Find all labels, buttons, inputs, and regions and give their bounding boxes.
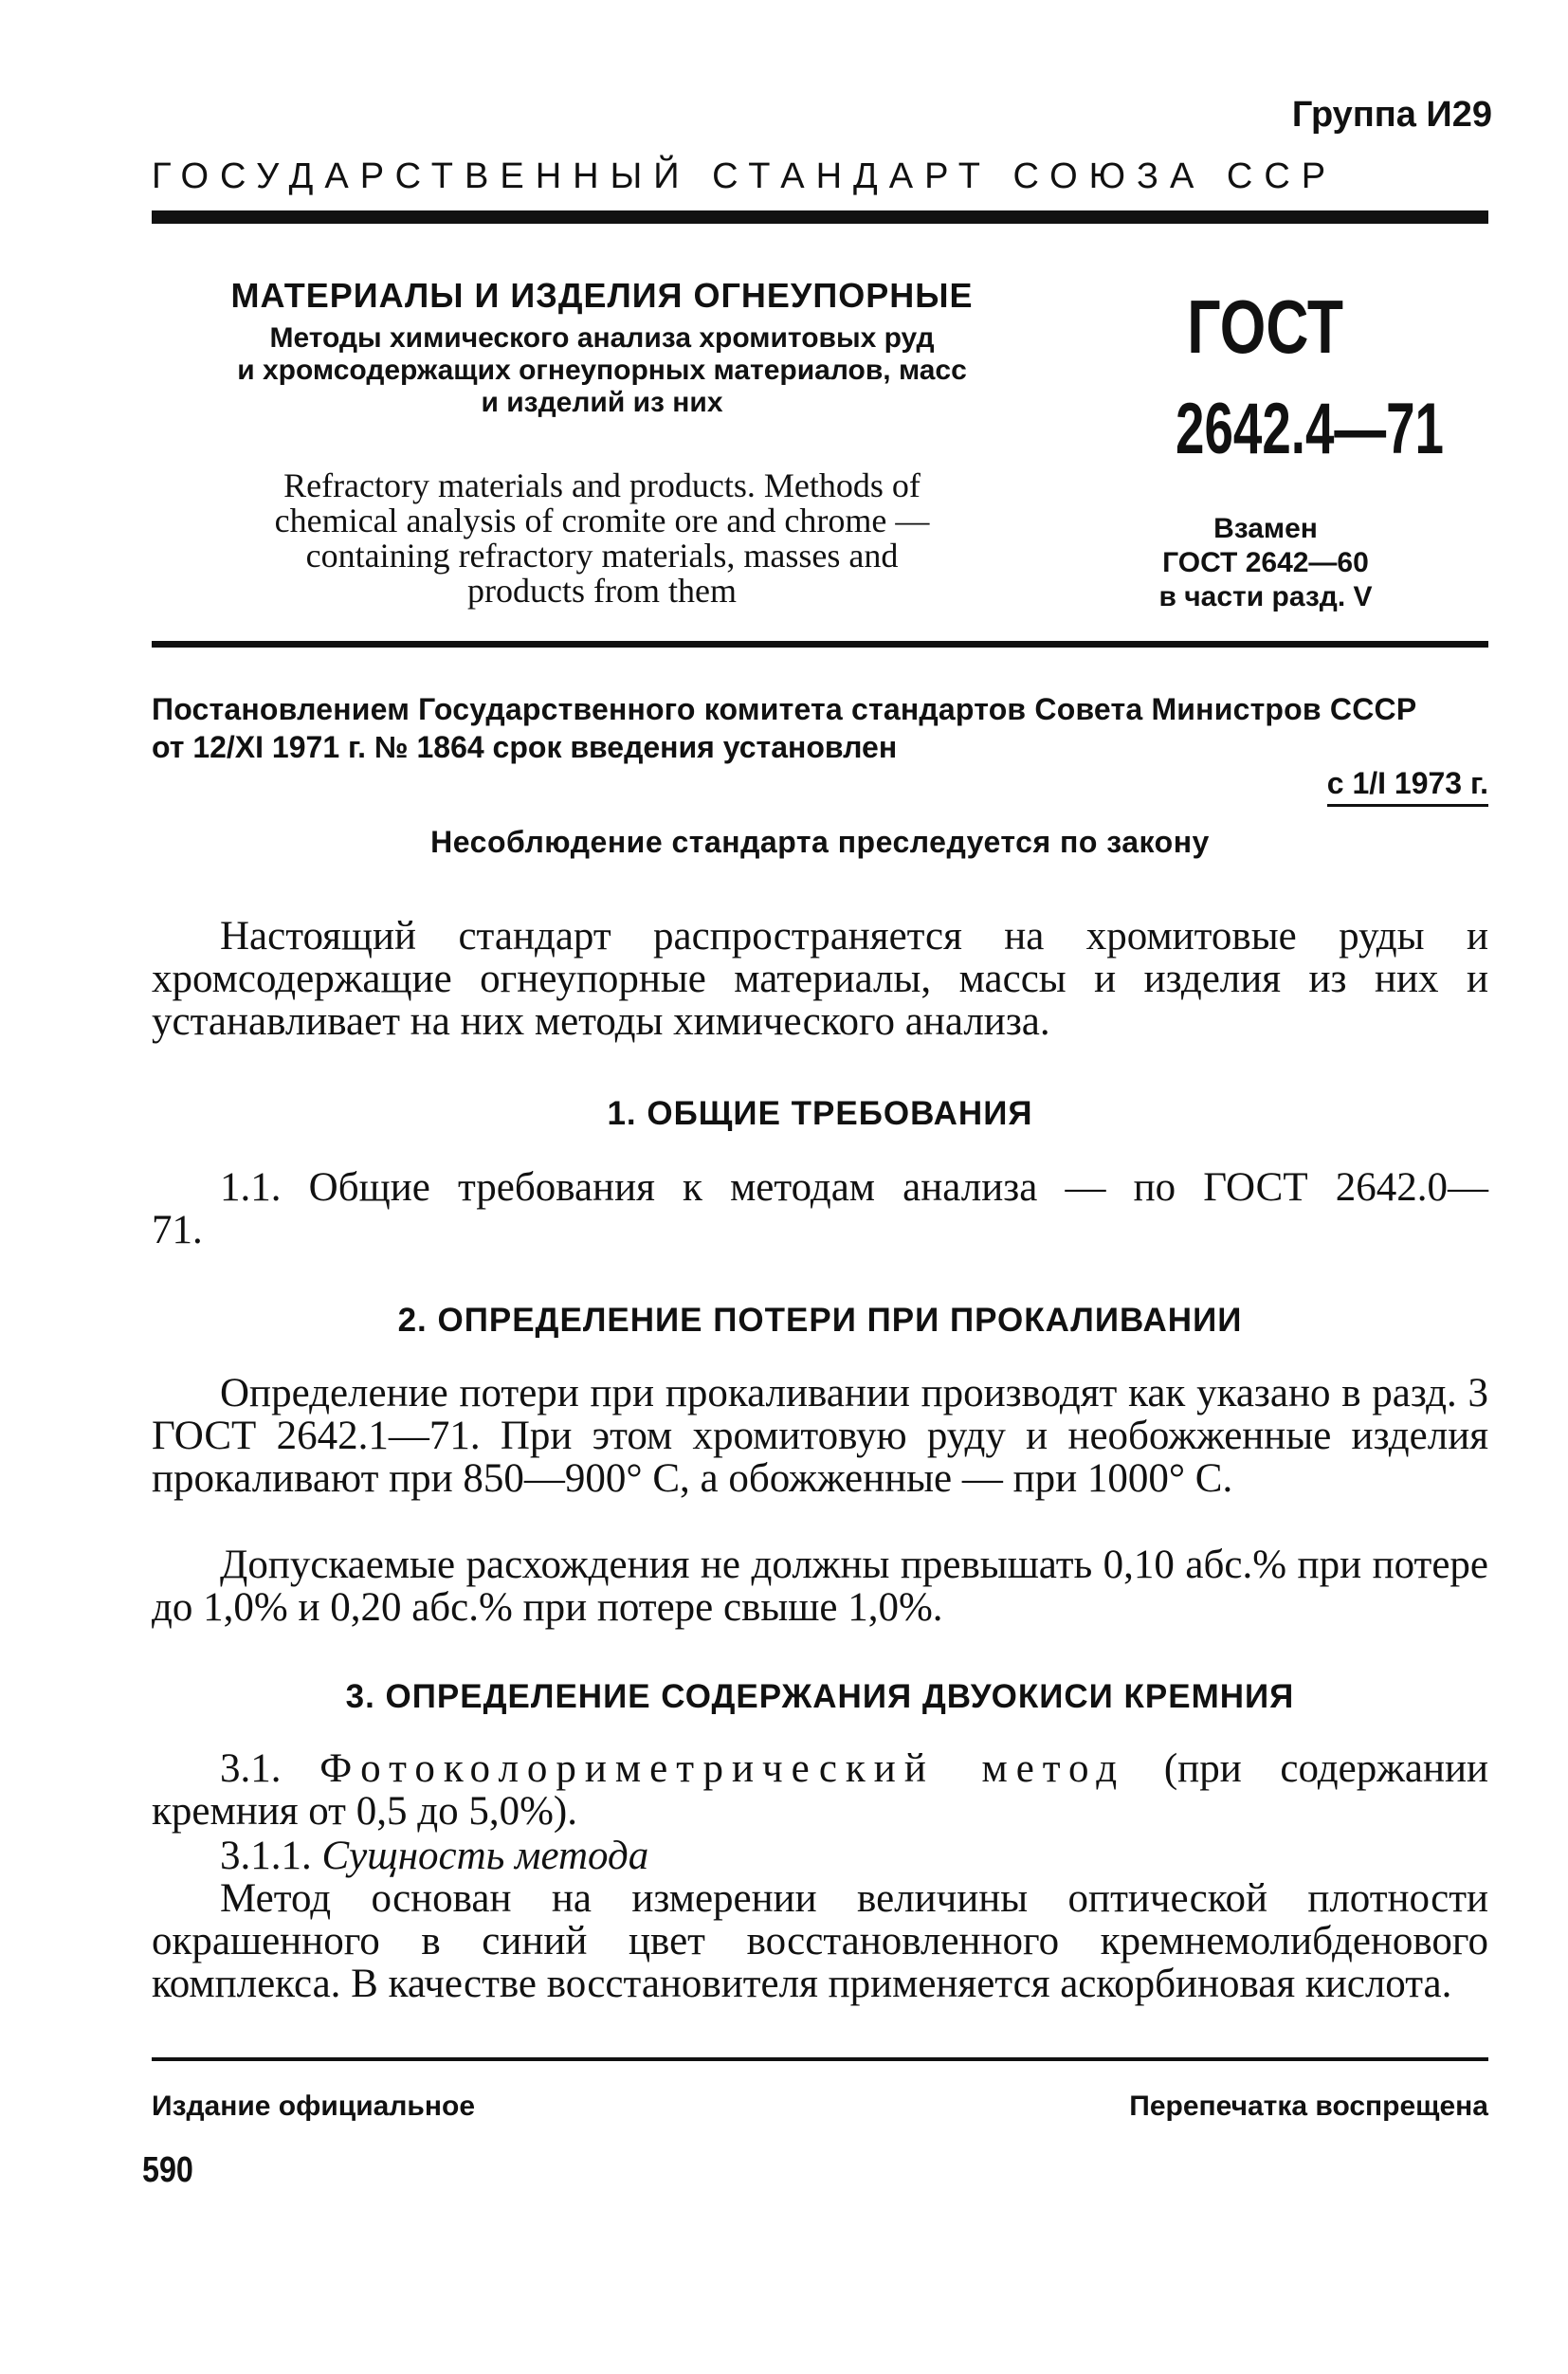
section-3-1-1-title: Сущность метода [321,1834,649,1878]
gost-number: 2642.4—71 [1176,389,1444,469]
main-heading: МАТЕРИАЛЫ И ИЗДЕЛИЯ ОГНЕУПОРНЫЕ [230,276,974,315]
section-1-title: 1. ОБЩИЕ ТРЕБОВАНИЯ [607,1095,1033,1132]
subtitle-line-1: Методы химического анализа хромитовых руд [269,322,935,354]
section-1-paragraph: 1.1. Общие требования к методам анализа — по ГОСТ 2642.0—71. [152,1165,1488,1252]
title-block-left [152,275,1052,609]
decree-line-2: от 12/XI 1971 г. № 1864 срок введения установлен [152,730,898,764]
decree-line-1: Постановлением Государственного комитета стандартов Совета Министров СССР [152,692,1417,726]
header-rule [152,210,1488,224]
standard-title: ГОСУДАРСТВЕННЫЙ СТАНДАРТ СОЮЗА ССР [152,156,1338,196]
section-3-paragraph-2 [152,1835,1488,1877]
footer-rule [152,2057,1488,2061]
page-number: 590 [142,2150,193,2190]
subtitle-line-2: и хромсодержащих огнеупорных материалов, масс [237,355,967,386]
group-code: Группа И29 [1291,95,1492,135]
english-line-4: products from them [467,572,737,610]
section-3-1-rest: (при содержании кремния от 0,5 до 5,0%). [152,1746,1489,1834]
section-3-1-method: Фотоколориметрический метод [319,1746,1126,1791]
title-block-right [1123,284,1444,614]
english-line-2: chemical analysis of cromite ore and chrome — [274,502,930,539]
english-line-3: containing refractory materials, masses and [305,537,899,575]
replaces-line-1: Взамен [1213,513,1318,544]
section-3-paragraph-3: Метод основан на измерении величины оптической плотности окрашенного в синий цвет восстановленного кремнемолибденового комплекса. В качестве восстановителя применяется аскорбиновая кислота. [152,1876,1488,2006]
legal-notice: Несоблюдение стандарта преследуется по закону [430,825,1210,859]
english-title [152,468,1052,609]
gost-label: ГОСТ [1187,284,1344,369]
subtitle-line-3: и изделий из них [481,387,723,418]
intro-paragraph: Настоящий стандарт распространяется на хромитовые руды и хромсодержащие огнеупорные материалы, массы и изделия из них и устанавливает на них методы химического анализа. [152,914,1488,1044]
replaces-line-2: ГОСТ 2642—60 [1162,547,1369,578]
title-rule [152,641,1488,648]
replaces-block [1123,512,1408,614]
section-2-paragraph-2: Допускаемые расхождения не должны превышать 0,10 абс.% при потере до 1,0% и 0,20 абс.% при потере свыше 1,0%. [152,1543,1488,1630]
footer-official-edition: Издание официальное [152,2091,476,2122]
section-3-1-1-number: 3.1.1. [220,1834,312,1878]
section-2-title: 2. ОПРЕДЕЛЕНИЕ ПОТЕРИ ПРИ ПРОКАЛИВАНИИ [397,1302,1243,1339]
english-line-1: Refractory materials and products. Methods of [283,466,921,504]
section-3-1-number: 3.1. [220,1746,282,1791]
section-2-paragraph-1: Определение потери при прокаливании производят как указано в разд. 3 ГОСТ 2642.1—71. При этом хромитовую руду и необожженные изделия прокаливают при 850—900° С, а обожженные — при 1000° С. [152,1371,1488,1501]
footer-reprint-prohibited: Перепечатка воспрещена [1129,2091,1488,2122]
section-3-paragraph-1 [152,1747,1488,1833]
replaces-line-3: в части разд. V [1158,581,1373,612]
decree-date: с 1/I 1973 г. [1327,766,1488,807]
section-3-title: 3. ОПРЕДЕЛЕНИЕ СОДЕРЖАНИЯ ДВУОКИСИ КРЕМНИЯ [345,1678,1295,1715]
